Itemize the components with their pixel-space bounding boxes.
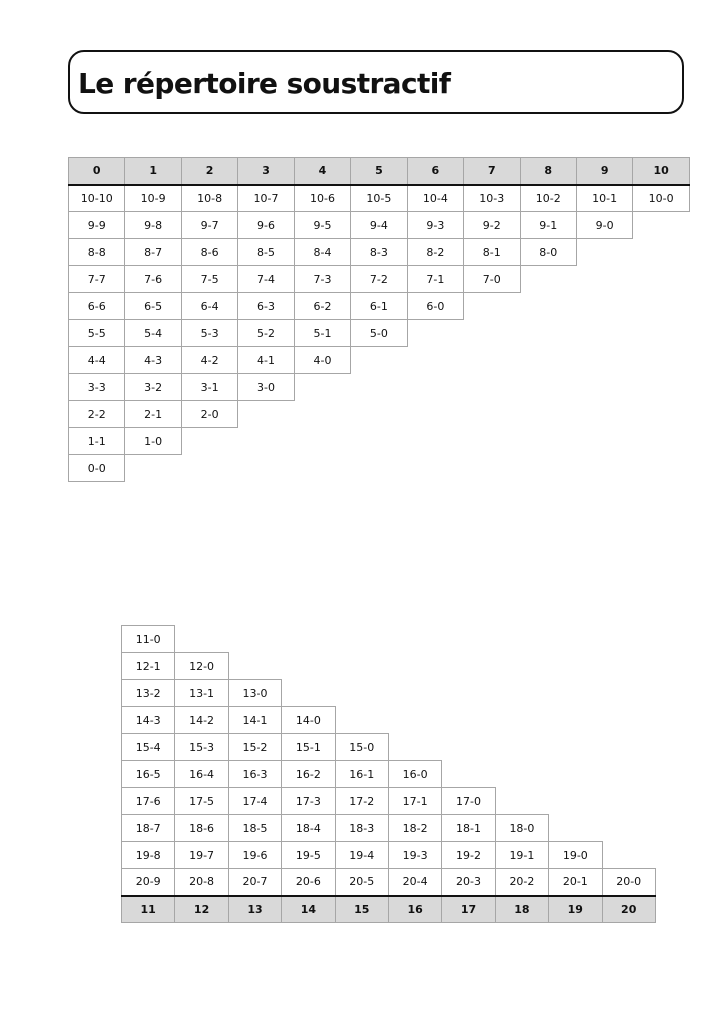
- table-cell: 10-3: [464, 185, 520, 212]
- table-row: [122, 707, 656, 734]
- header-cell: 8: [520, 158, 576, 185]
- empty-cell: [633, 374, 689, 401]
- table-cell: 0-0: [69, 455, 125, 482]
- table-row: [69, 293, 690, 320]
- table-cell: 18-6: [175, 815, 228, 842]
- table-cell: 20-6: [282, 869, 335, 896]
- empty-cell: [576, 266, 632, 293]
- empty-cell: [351, 374, 407, 401]
- table-cell: 20-8: [175, 869, 228, 896]
- table-cell: 14-2: [175, 707, 228, 734]
- table-row: [122, 653, 656, 680]
- header-cell: 13: [228, 896, 281, 923]
- table-cell: 6-4: [181, 293, 237, 320]
- table-row: [69, 455, 690, 482]
- empty-cell: [633, 428, 689, 455]
- table-cell: 16-2: [282, 761, 335, 788]
- empty-cell: [407, 401, 463, 428]
- table-cell: 15-4: [122, 734, 175, 761]
- table-row: [69, 347, 690, 374]
- header-cell: 3: [238, 158, 294, 185]
- empty-cell: [633, 455, 689, 482]
- empty-cell: [495, 626, 548, 653]
- table-cell: 5-1: [294, 320, 350, 347]
- table-cell: 10-10: [69, 185, 125, 212]
- table-cell: 8-6: [181, 239, 237, 266]
- table-cell: 16-1: [335, 761, 388, 788]
- empty-cell: [294, 374, 350, 401]
- table-cell: 8-5: [238, 239, 294, 266]
- subtraction-table-0-10: [68, 157, 690, 482]
- table-cell: 20-1: [549, 869, 602, 896]
- empty-cell: [633, 320, 689, 347]
- empty-cell: [602, 680, 655, 707]
- header-cell: 2: [181, 158, 237, 185]
- table-cell: 19-3: [388, 842, 441, 869]
- empty-cell: [442, 626, 495, 653]
- table-cell: 12-1: [122, 653, 175, 680]
- table-cell: 3-3: [69, 374, 125, 401]
- table-cell: 20-4: [388, 869, 441, 896]
- table-cell: 8-3: [351, 239, 407, 266]
- table-row: [69, 320, 690, 347]
- table-row: [69, 185, 690, 212]
- table-cell: 10-9: [125, 185, 181, 212]
- empty-cell: [576, 239, 632, 266]
- table-row: [69, 239, 690, 266]
- empty-cell: [520, 455, 576, 482]
- empty-cell: [351, 428, 407, 455]
- empty-cell: [335, 680, 388, 707]
- table-cell: 14-0: [282, 707, 335, 734]
- table-cell: 16-4: [175, 761, 228, 788]
- table-cell: 13-1: [175, 680, 228, 707]
- empty-cell: [464, 455, 520, 482]
- table-cell: 7-3: [294, 266, 350, 293]
- table-cell: 16-5: [122, 761, 175, 788]
- table-cell: 7-7: [69, 266, 125, 293]
- empty-cell: [335, 653, 388, 680]
- table-row: [122, 734, 656, 761]
- empty-cell: [464, 320, 520, 347]
- empty-cell: [228, 653, 281, 680]
- empty-cell: [576, 374, 632, 401]
- empty-cell: [602, 653, 655, 680]
- table-cell: 4-2: [181, 347, 237, 374]
- table-cell: 8-7: [125, 239, 181, 266]
- table-row: [69, 266, 690, 293]
- table-cell: 15-0: [335, 734, 388, 761]
- subtraction-table-11-20: [121, 625, 656, 923]
- table-cell: 20-5: [335, 869, 388, 896]
- table-cell: 9-7: [181, 212, 237, 239]
- empty-cell: [464, 293, 520, 320]
- table-cell: 17-0: [442, 788, 495, 815]
- empty-cell: [520, 320, 576, 347]
- table-cell: 18-4: [282, 815, 335, 842]
- header-cell: 17: [442, 896, 495, 923]
- table-cell: 8-2: [407, 239, 463, 266]
- empty-cell: [407, 428, 463, 455]
- empty-cell: [549, 626, 602, 653]
- table-row: [69, 428, 690, 455]
- table-cell: 8-1: [464, 239, 520, 266]
- header-row: [122, 896, 656, 923]
- header-cell: 0: [69, 158, 125, 185]
- table-cell: 7-1: [407, 266, 463, 293]
- page-title: Le répertoire soustractif: [78, 67, 451, 100]
- table-cell: 4-1: [238, 347, 294, 374]
- empty-cell: [602, 707, 655, 734]
- empty-cell: [388, 734, 441, 761]
- empty-cell: [495, 680, 548, 707]
- empty-cell: [388, 707, 441, 734]
- table-cell: 1-0: [125, 428, 181, 455]
- table-cell: 10-0: [633, 185, 689, 212]
- table-row: [122, 869, 656, 896]
- table-row: [122, 788, 656, 815]
- table-cell: 15-2: [228, 734, 281, 761]
- table-cell: 13-0: [228, 680, 281, 707]
- header-cell: 12: [175, 896, 228, 923]
- table-cell: 9-0: [576, 212, 632, 239]
- table-cell: 18-2: [388, 815, 441, 842]
- empty-cell: [442, 734, 495, 761]
- empty-cell: [464, 401, 520, 428]
- empty-cell: [576, 293, 632, 320]
- table-cell: 12-0: [175, 653, 228, 680]
- table-cell: 20-7: [228, 869, 281, 896]
- table-cell: 3-0: [238, 374, 294, 401]
- empty-cell: [602, 734, 655, 761]
- empty-cell: [388, 680, 441, 707]
- empty-cell: [549, 815, 602, 842]
- table-cell: 9-8: [125, 212, 181, 239]
- table-cell: 17-6: [122, 788, 175, 815]
- empty-cell: [442, 707, 495, 734]
- table-cell: 6-1: [351, 293, 407, 320]
- table-cell: 19-4: [335, 842, 388, 869]
- header-cell: 11: [122, 896, 175, 923]
- empty-cell: [602, 788, 655, 815]
- table-cell: 10-2: [520, 185, 576, 212]
- table-cell: 16-3: [228, 761, 281, 788]
- table-cell: 5-3: [181, 320, 237, 347]
- table-cell: 9-1: [520, 212, 576, 239]
- empty-cell: [351, 401, 407, 428]
- empty-cell: [576, 401, 632, 428]
- table-cell: 14-3: [122, 707, 175, 734]
- empty-cell: [351, 455, 407, 482]
- empty-cell: [602, 842, 655, 869]
- empty-cell: [495, 707, 548, 734]
- table-cell: 6-2: [294, 293, 350, 320]
- table-cell: 20-9: [122, 869, 175, 896]
- empty-cell: [549, 788, 602, 815]
- table-row: [69, 374, 690, 401]
- table-cell: 1-1: [69, 428, 125, 455]
- empty-cell: [549, 680, 602, 707]
- header-row: [69, 158, 690, 185]
- table-cell: 4-0: [294, 347, 350, 374]
- empty-cell: [495, 653, 548, 680]
- header-cell: 16: [388, 896, 441, 923]
- empty-cell: [633, 401, 689, 428]
- empty-cell: [238, 455, 294, 482]
- empty-cell: [238, 428, 294, 455]
- header-cell: 19: [549, 896, 602, 923]
- empty-cell: [520, 374, 576, 401]
- table-cell: 8-4: [294, 239, 350, 266]
- header-cell: 6: [407, 158, 463, 185]
- table-cell: 5-4: [125, 320, 181, 347]
- empty-cell: [602, 815, 655, 842]
- table-cell: 20-3: [442, 869, 495, 896]
- empty-cell: [407, 455, 463, 482]
- table-cell: 7-5: [181, 266, 237, 293]
- empty-cell: [388, 653, 441, 680]
- empty-cell: [442, 653, 495, 680]
- table-cell: 9-9: [69, 212, 125, 239]
- table-cell: 7-2: [351, 266, 407, 293]
- empty-cell: [520, 347, 576, 374]
- table-cell: 9-5: [294, 212, 350, 239]
- table-cell: 20-0: [602, 869, 655, 896]
- table-cell: 19-6: [228, 842, 281, 869]
- empty-cell: [464, 374, 520, 401]
- table-row: [122, 680, 656, 707]
- empty-cell: [175, 626, 228, 653]
- header-cell: 9: [576, 158, 632, 185]
- table-cell: 2-2: [69, 401, 125, 428]
- table-cell: 2-1: [125, 401, 181, 428]
- empty-cell: [602, 626, 655, 653]
- title-box: [68, 50, 684, 114]
- empty-cell: [495, 761, 548, 788]
- header-cell: 5: [351, 158, 407, 185]
- table-cell: 10-5: [351, 185, 407, 212]
- table-cell: 9-2: [464, 212, 520, 239]
- empty-cell: [181, 428, 237, 455]
- table-cell: 6-6: [69, 293, 125, 320]
- table-row: [122, 626, 656, 653]
- header-cell: 18: [495, 896, 548, 923]
- table-cell: 10-1: [576, 185, 632, 212]
- empty-cell: [282, 680, 335, 707]
- empty-cell: [576, 320, 632, 347]
- table-cell: 19-5: [282, 842, 335, 869]
- header-cell: 14: [282, 896, 335, 923]
- empty-cell: [282, 653, 335, 680]
- table-cell: 18-7: [122, 815, 175, 842]
- header-cell: 4: [294, 158, 350, 185]
- table-cell: 13-2: [122, 680, 175, 707]
- empty-cell: [238, 401, 294, 428]
- table-cell: 9-6: [238, 212, 294, 239]
- table-row: [69, 401, 690, 428]
- table-cell: 20-2: [495, 869, 548, 896]
- empty-cell: [633, 212, 689, 239]
- table-cell: 18-3: [335, 815, 388, 842]
- table-cell: 19-8: [122, 842, 175, 869]
- empty-cell: [464, 428, 520, 455]
- table-cell: 17-2: [335, 788, 388, 815]
- table-row: [122, 815, 656, 842]
- empty-cell: [335, 707, 388, 734]
- table-cell: 14-1: [228, 707, 281, 734]
- header-cell: 15: [335, 896, 388, 923]
- table-cell: 16-0: [388, 761, 441, 788]
- empty-cell: [294, 401, 350, 428]
- table-cell: 7-4: [238, 266, 294, 293]
- empty-cell: [442, 761, 495, 788]
- table-cell: 7-6: [125, 266, 181, 293]
- table-row: [69, 212, 690, 239]
- table-cell: 19-7: [175, 842, 228, 869]
- empty-cell: [294, 455, 350, 482]
- empty-cell: [495, 734, 548, 761]
- table-cell: 8-0: [520, 239, 576, 266]
- header-cell: 1: [125, 158, 181, 185]
- empty-cell: [576, 455, 632, 482]
- table-cell: 18-5: [228, 815, 281, 842]
- table-cell: 17-4: [228, 788, 281, 815]
- table-cell: 5-2: [238, 320, 294, 347]
- header-cell: 7: [464, 158, 520, 185]
- empty-cell: [388, 626, 441, 653]
- empty-cell: [407, 347, 463, 374]
- empty-cell: [549, 734, 602, 761]
- table-cell: 5-5: [69, 320, 125, 347]
- table-cell: 6-0: [407, 293, 463, 320]
- empty-cell: [576, 347, 632, 374]
- empty-cell: [125, 455, 181, 482]
- empty-cell: [181, 455, 237, 482]
- empty-cell: [407, 374, 463, 401]
- table-cell: 9-4: [351, 212, 407, 239]
- empty-cell: [633, 347, 689, 374]
- table-cell: 15-3: [175, 734, 228, 761]
- table-row: [122, 761, 656, 788]
- table-cell: 4-3: [125, 347, 181, 374]
- table-cell: 17-5: [175, 788, 228, 815]
- table-cell: 2-0: [181, 401, 237, 428]
- header-cell: 20: [602, 896, 655, 923]
- table-cell: 7-0: [464, 266, 520, 293]
- empty-cell: [520, 401, 576, 428]
- table-cell: 5-0: [351, 320, 407, 347]
- empty-cell: [495, 788, 548, 815]
- table-cell: 3-1: [181, 374, 237, 401]
- empty-cell: [351, 347, 407, 374]
- empty-cell: [228, 626, 281, 653]
- empty-cell: [464, 347, 520, 374]
- empty-cell: [549, 653, 602, 680]
- table-row: [122, 842, 656, 869]
- empty-cell: [335, 626, 388, 653]
- table-cell: 19-2: [442, 842, 495, 869]
- table-cell: 18-1: [442, 815, 495, 842]
- empty-cell: [633, 293, 689, 320]
- empty-cell: [602, 761, 655, 788]
- table-cell: 17-3: [282, 788, 335, 815]
- table-cell: 19-0: [549, 842, 602, 869]
- table-cell: 17-1: [388, 788, 441, 815]
- table-cell: 18-0: [495, 815, 548, 842]
- empty-cell: [633, 266, 689, 293]
- table-cell: 10-4: [407, 185, 463, 212]
- empty-cell: [520, 293, 576, 320]
- table-cell: 6-5: [125, 293, 181, 320]
- empty-cell: [294, 428, 350, 455]
- empty-cell: [520, 266, 576, 293]
- table-cell: 10-7: [238, 185, 294, 212]
- table-cell: 15-1: [282, 734, 335, 761]
- table-cell: 19-1: [495, 842, 548, 869]
- empty-cell: [633, 239, 689, 266]
- table-cell: 4-4: [69, 347, 125, 374]
- table-cell: 8-8: [69, 239, 125, 266]
- table-cell: 9-3: [407, 212, 463, 239]
- table-cell: 3-2: [125, 374, 181, 401]
- empty-cell: [549, 761, 602, 788]
- empty-cell: [520, 428, 576, 455]
- empty-cell: [576, 428, 632, 455]
- table-cell: 11-0: [122, 626, 175, 653]
- empty-cell: [282, 626, 335, 653]
- empty-cell: [407, 320, 463, 347]
- table-cell: 6-3: [238, 293, 294, 320]
- empty-cell: [549, 707, 602, 734]
- header-cell: 10: [633, 158, 689, 185]
- empty-cell: [442, 680, 495, 707]
- table-cell: 10-8: [181, 185, 237, 212]
- table-cell: 10-6: [294, 185, 350, 212]
